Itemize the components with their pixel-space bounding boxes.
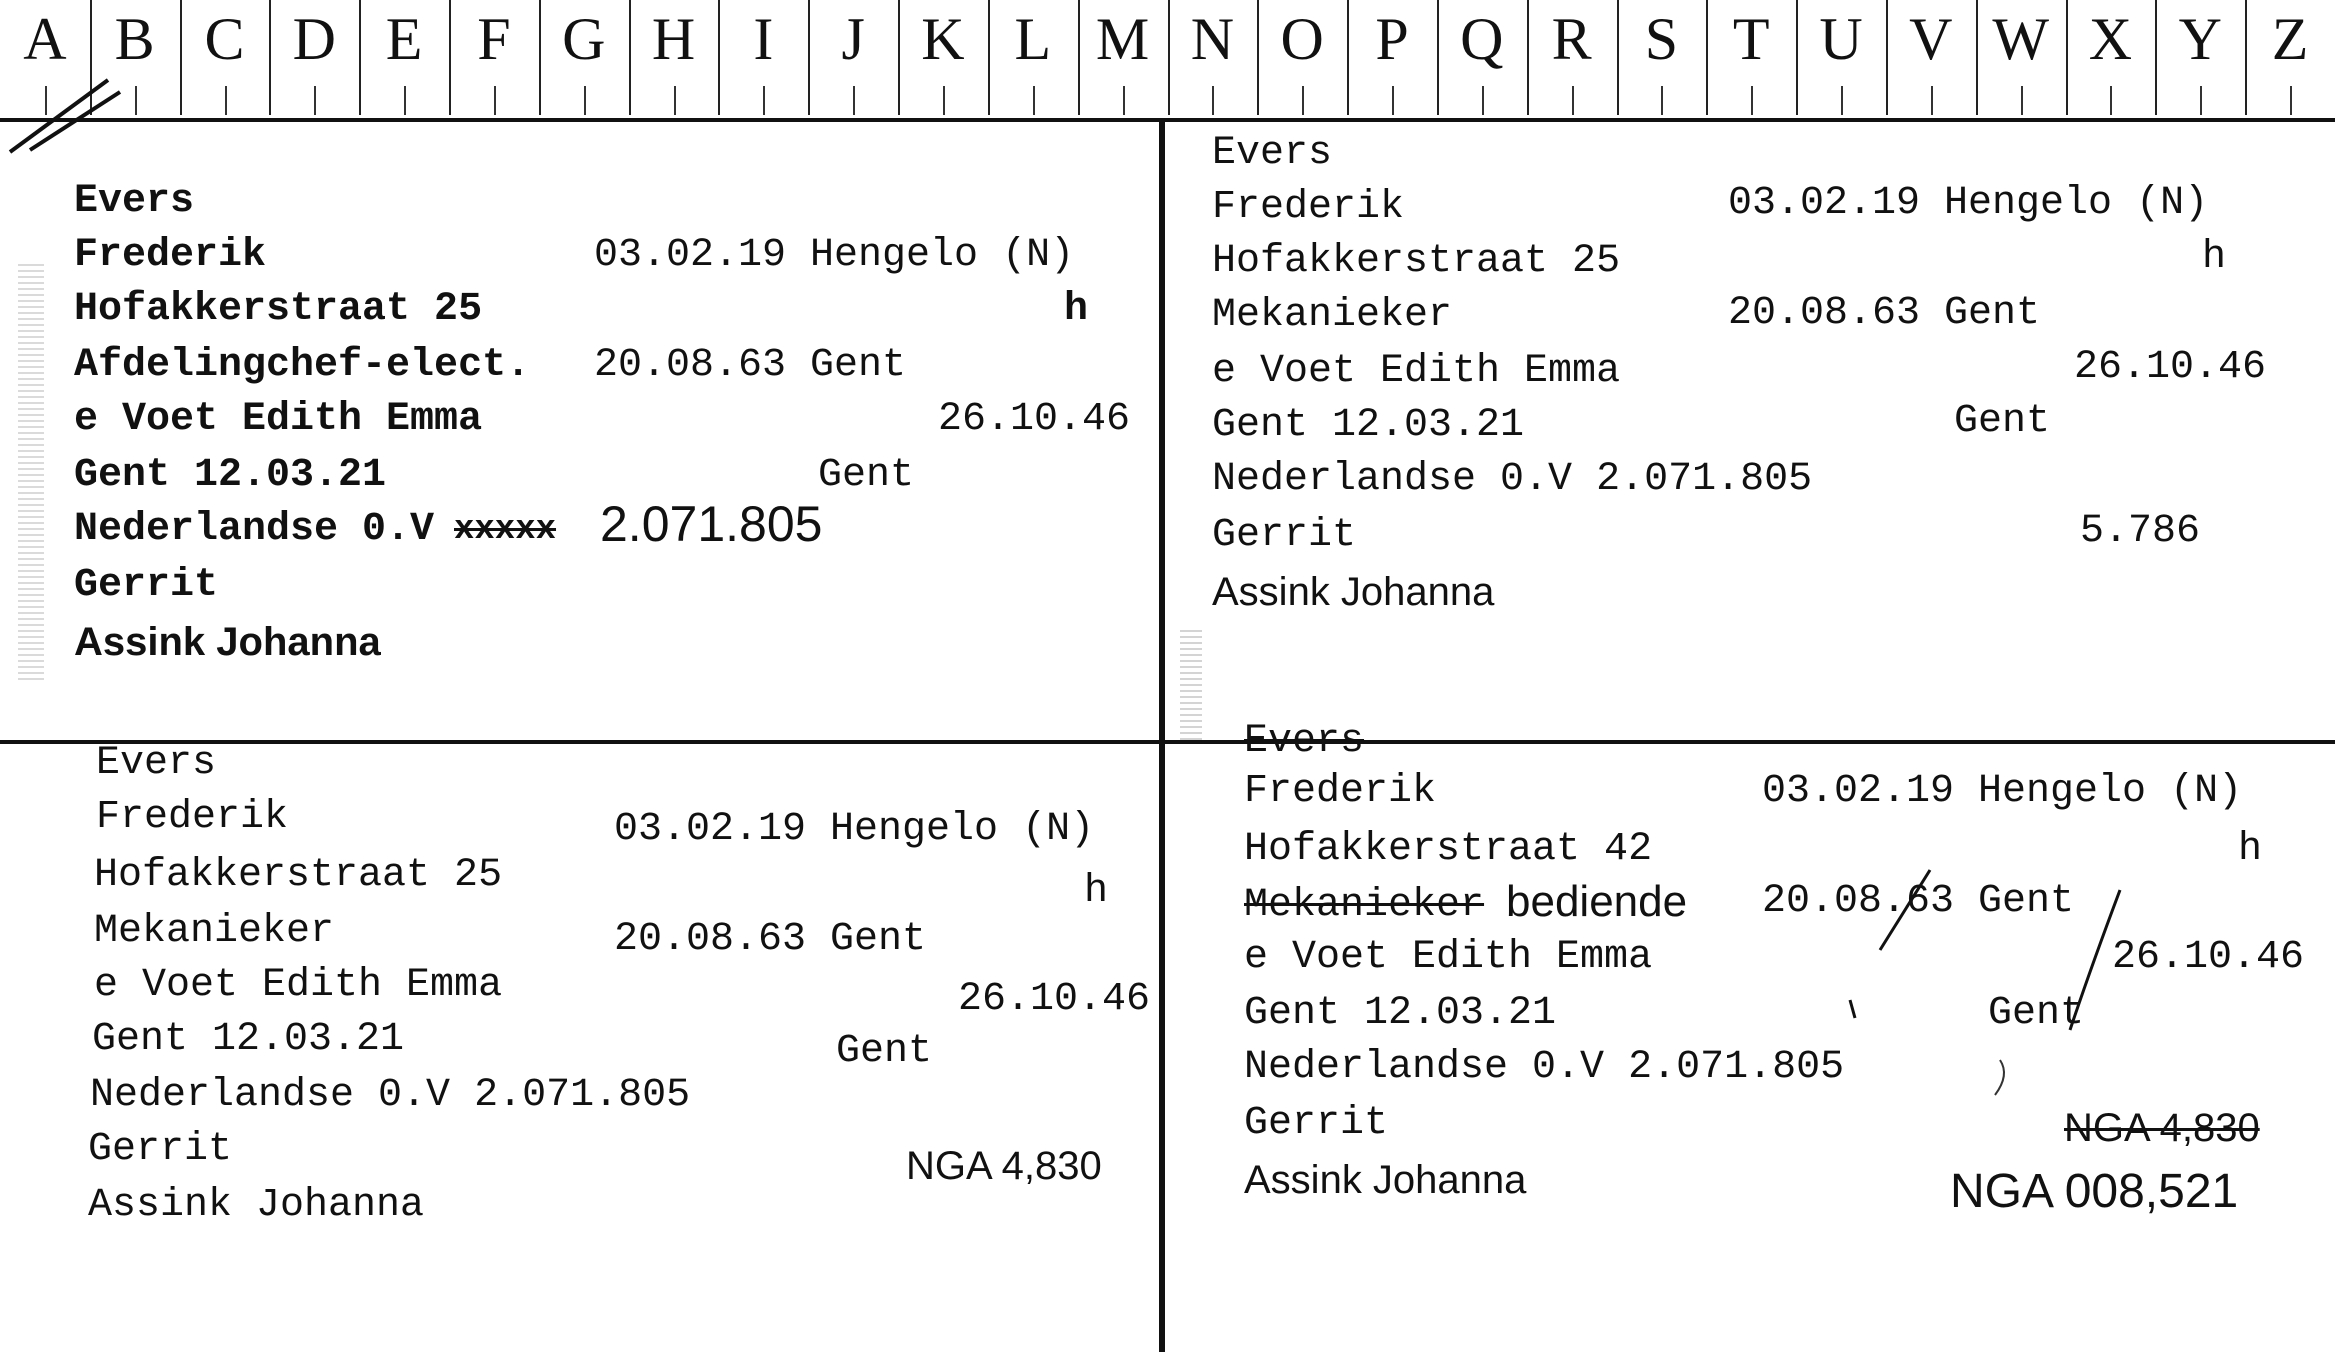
index-separator xyxy=(1437,0,1439,115)
spouse-place: Gent xyxy=(1988,991,2085,1036)
index-tick xyxy=(2110,86,2112,115)
surname: Evers xyxy=(74,179,195,224)
index-separator xyxy=(1347,0,1349,115)
occupation-date-place: 20.08.63 Gent xyxy=(1762,879,2075,924)
index-letter-d: D xyxy=(292,6,336,72)
birth-date-place: 03.02.19 Hengelo (N) xyxy=(1728,181,2209,226)
index-separator xyxy=(1706,0,1708,115)
surname: Evers xyxy=(96,741,217,786)
index-letter-e: E xyxy=(385,6,423,72)
index-tick xyxy=(2200,86,2202,115)
occupation-date-place: 20.08.63 Gent xyxy=(1728,291,2041,336)
occupation-struck: Mekanieker xyxy=(1244,883,1485,928)
nationality: Nederlandse 0.V 2.071.805 xyxy=(1244,1045,1845,1090)
spouse-place: Gent xyxy=(1954,399,2051,444)
index-separator xyxy=(449,0,451,115)
index-letter-p: P xyxy=(1375,6,1409,72)
street: Hofakkerstraat 25 xyxy=(74,287,483,332)
index-separator xyxy=(1796,0,1798,115)
registration-number: 2.071.805 xyxy=(600,496,823,552)
index-separator xyxy=(539,0,541,115)
nga-struck: NGA 4,830 xyxy=(2064,1106,2260,1150)
index-letter-o: O xyxy=(1280,6,1324,72)
nationality: Nederlandse 0.V xyxy=(74,507,435,552)
father: Gerrit xyxy=(88,1127,233,1172)
surname: Evers xyxy=(1244,719,1365,764)
mother: Assink Johanna xyxy=(88,1183,425,1228)
vertical-divider xyxy=(1159,120,1165,1352)
index-separator xyxy=(1527,0,1529,115)
binding-texture xyxy=(18,260,44,680)
index-separator xyxy=(1617,0,1619,115)
birth-date-place: 03.02.19 Hengelo (N) xyxy=(614,807,1095,852)
index-letter-h: H xyxy=(651,6,696,72)
index-letter-w: W xyxy=(1992,6,2049,72)
street: Hofakkerstraat 25 xyxy=(94,853,503,898)
index-letter-y: Y xyxy=(2178,6,2222,72)
index-tick xyxy=(584,86,586,115)
birth-date-place: 03.02.19 Hengelo (N) xyxy=(594,233,1075,278)
nga-number: NGA 008,521 xyxy=(1950,1165,2239,1218)
spouse-birth: Gent 12.03.21 xyxy=(74,453,387,498)
occupation-date-place: 20.08.63 Gent xyxy=(614,917,927,962)
index-tick xyxy=(1392,86,1394,115)
index-letter-b: B xyxy=(114,6,155,72)
index-tick xyxy=(1841,86,1843,115)
h-marker: h xyxy=(2202,235,2227,280)
index-tick xyxy=(1302,86,1304,115)
index-tick xyxy=(2021,86,2023,115)
index-separator xyxy=(988,0,990,115)
index-letter-g: G xyxy=(562,6,606,72)
index-separator xyxy=(808,0,810,115)
first-name: Frederik xyxy=(96,795,289,840)
pen-stroke-marks xyxy=(1820,860,2140,1100)
mother: Assink Johanna xyxy=(74,620,381,664)
index-tick xyxy=(1751,86,1753,115)
registration-number: 5.786 xyxy=(2080,509,2201,554)
index-letter-q: Q xyxy=(1460,6,1504,72)
index-tick xyxy=(1123,86,1125,115)
mother: Assink Johanna xyxy=(1212,570,1495,614)
double-slash-mark xyxy=(0,70,140,160)
h-marker: h xyxy=(1084,869,1109,914)
index-letter-r: R xyxy=(1551,6,1592,72)
index-tick xyxy=(1931,86,1933,115)
first-name: Frederik xyxy=(1244,769,1437,814)
index-tick xyxy=(1661,86,1663,115)
index-separator xyxy=(2066,0,2068,115)
index-tick xyxy=(314,86,316,115)
index-letter-s: S xyxy=(1644,6,1679,72)
index-separator xyxy=(180,0,182,115)
index-separator xyxy=(1257,0,1259,115)
index-letter-l: L xyxy=(1014,6,1052,72)
father: Gerrit xyxy=(1212,513,1357,558)
spouse: e Voet Edith Emma xyxy=(94,963,503,1008)
index-separator xyxy=(629,0,631,115)
index-separator xyxy=(898,0,900,115)
index-separator xyxy=(1168,0,1170,115)
index-separator xyxy=(2245,0,2247,115)
index-letter-u: U xyxy=(1819,6,1863,72)
index-letter-i: I xyxy=(753,6,774,72)
index-tick xyxy=(674,86,676,115)
h-marker: h xyxy=(1064,287,1089,332)
first-name: Frederik xyxy=(1212,185,1405,230)
street: Hofakkerstraat 42 xyxy=(1244,827,1653,872)
index-separator xyxy=(718,0,720,115)
occupation: Mekanieker xyxy=(94,909,335,954)
spouse: e Voet Edith Emma xyxy=(74,397,483,442)
mother: Assink Johanna xyxy=(1244,1158,1527,1202)
index-tick xyxy=(494,86,496,115)
nationality: Nederlandse 0.V 2.071.805 xyxy=(1212,457,1813,502)
index-separator xyxy=(2155,0,2157,115)
father: Gerrit xyxy=(1244,1101,1389,1146)
marriage-date: 26.10.46 xyxy=(2074,345,2267,390)
spouse: e Voet Edith Emma xyxy=(1244,935,1653,980)
index-letter-t: T xyxy=(1732,6,1770,72)
index-letter-f: F xyxy=(477,6,511,72)
index-tick xyxy=(943,86,945,115)
index-separator xyxy=(1078,0,1080,115)
index-tick xyxy=(2290,86,2292,115)
index-separator xyxy=(1886,0,1888,115)
birth-date-place: 03.02.19 Hengelo (N) xyxy=(1762,769,2243,814)
index-letter-m: M xyxy=(1095,6,1150,72)
index-letter-z: Z xyxy=(2271,6,2309,72)
spouse: e Voet Edith Emma xyxy=(1212,349,1621,394)
binding-texture-right xyxy=(1180,630,1202,740)
nga-number: NGA 4,830 xyxy=(906,1144,1102,1188)
index-letter-k: K xyxy=(921,6,965,72)
father: Gerrit xyxy=(74,563,219,608)
index-tick xyxy=(1212,86,1214,115)
index-separator xyxy=(269,0,271,115)
occupation: Mekanieker xyxy=(1212,293,1453,338)
index-tick xyxy=(1482,86,1484,115)
spouse-birth: Gent 12.03.21 xyxy=(1212,403,1525,448)
spouse-place: Gent xyxy=(818,453,915,498)
first-name: Frederik xyxy=(74,233,267,278)
surname: Evers xyxy=(1212,131,1333,176)
occupation: bediende xyxy=(1506,877,1688,926)
nationality: Nederlandse 0.V 2.071.805 xyxy=(90,1073,691,1118)
index-tick xyxy=(763,86,765,115)
spouse-place: Gent xyxy=(836,1029,933,1074)
alphabet-index-header xyxy=(0,0,2335,122)
spouse-birth: Gent 12.03.21 xyxy=(1244,991,1557,1036)
index-separator xyxy=(1976,0,1978,115)
index-letter-v: V xyxy=(1909,6,1953,72)
index-tick xyxy=(1033,86,1035,115)
index-tick xyxy=(1572,86,1574,115)
h-marker: h xyxy=(2238,827,2263,872)
index-letter-j: J xyxy=(841,6,865,72)
struck-text: xxxxx xyxy=(454,511,557,549)
marriage-date: 26.10.46 xyxy=(958,977,1151,1022)
marriage-date: 26.10.46 xyxy=(2112,935,2305,980)
spouse-birth: Gent 12.03.21 xyxy=(92,1017,405,1062)
occupation-date-place: 20.08.63 Gent xyxy=(594,343,907,388)
street: Hofakkerstraat 25 xyxy=(1212,239,1621,284)
occupation: Afdelingchef-elect. xyxy=(74,343,531,388)
index-tick xyxy=(404,86,406,115)
index-letter-a: A xyxy=(23,6,67,72)
marriage-date: 26.10.46 xyxy=(938,397,1131,442)
index-tick xyxy=(853,86,855,115)
index-separator xyxy=(359,0,361,115)
index-tick xyxy=(225,86,227,115)
index-letter-x: X xyxy=(2088,6,2133,72)
index-letter-c: C xyxy=(204,6,245,72)
index-letter-n: N xyxy=(1190,6,1235,72)
